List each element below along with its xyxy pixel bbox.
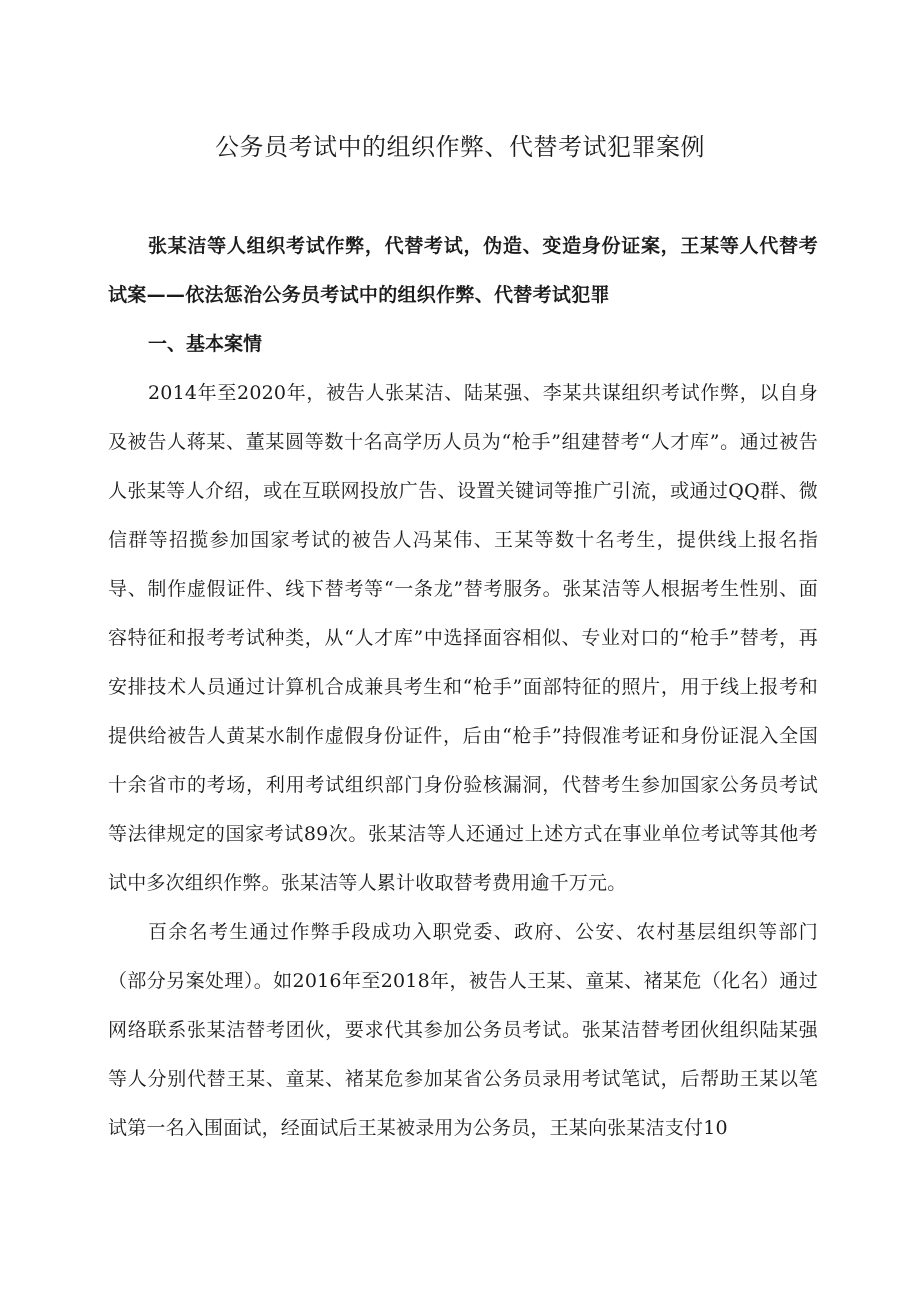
body-paragraph-1: 2014年至2020年，被告人张某洁、陆某强、李某共谋组织考试作弊，以自身及被告人蒋某、董某圆等数十名高学历人员为“枪手”组建替考“人才库”。通过被告人张某等人介绍，或在互联网投放广告、设置关键词等推广引流，或通过QQ群、微信群等招揽参加国家考试的被告人冯某伟、王某等数十名考生，提供线上报名指导、制作虚假证件、线下替考等“一条龙”替考服务。张某洁等人根据考生性别、面容特征和报考考试种类，从“人才库”中选择面容相似、专业对口的“枪手”替考，再安排技术人员通过计算机合成兼具考生和“枪手”面部特征的照片，用于线上报考和提供给被告人黄某水制作虚假身份证件，后由“枪手”持假准考证和身份证混入全国十余省市的考场，利用考试组织部门身份验核漏洞，代替考生参加国家公务员考试等法律规定的国家考试89次。张某洁等人还通过上述方式在事业单位考试等其他考试中多次组织作弊。张某洁等人累计收取替考费用逾千万元。 (108, 382, 818, 894)
body-paragraph-2: 百余名考生通过作弊手段成功入职党委、政府、公安、农村基层组织等部门（部分另案处理）。如2016年至2018年，被告人王某、童某、褚某危（化名）通过网络联系张某洁替考团伙，要求代其参加公务员考试。张某洁替考团伙组织陆某强等人分别代替王某、童某、褚某危参加某省公务员录用考试笔试，后帮助王某以笔试第一名入围面试，经面试后王某被录用为公务员，王某向张某洁支付10 (108, 921, 818, 1139)
section-heading: 一、基本案情 (148, 333, 263, 355)
document-title: 公务员考试中的组织作弊、代替考试犯罪案例 (215, 133, 705, 161)
document-body (108, 222, 818, 1153)
case-subtitle: 张某洁等人组织考试作弊，代替考试，伪造、变造身份证案，王某等人代替考试案——依法惩治公务员考试中的组织作弊、代替考试犯罪 (108, 235, 818, 306)
